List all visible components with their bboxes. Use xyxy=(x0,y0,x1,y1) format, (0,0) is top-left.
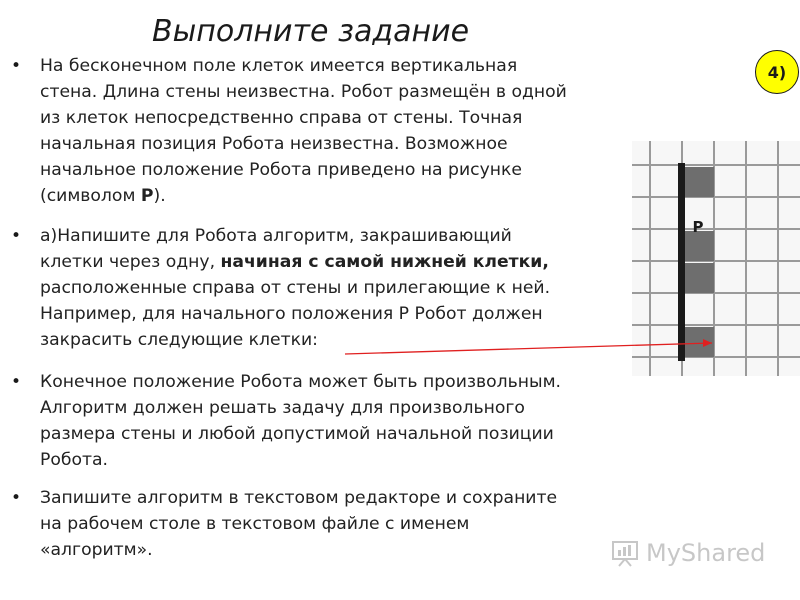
robot-cell-label: Р xyxy=(692,218,704,236)
bullet-marker: • xyxy=(11,226,22,246)
painted-cell xyxy=(684,327,714,357)
text-line: расположенные справа от стены и прилегающие к ней. xyxy=(40,278,551,298)
text-line: начальное положение Робота приведено на рисунке xyxy=(40,160,522,180)
bullet-marker: • xyxy=(11,488,22,508)
text-fragment: (символом xyxy=(40,186,141,206)
presentation-icon xyxy=(610,538,640,568)
text-line: начальная позиция Робота неизвестна. Возможное xyxy=(40,134,508,154)
bullet-text xyxy=(40,369,640,473)
painted-cell xyxy=(684,263,714,293)
text-line: На бесконечном поле клеток имеется вертикальная xyxy=(40,56,518,76)
text-line: а)Напишите для Робота алгоритм, закрашивающий xyxy=(40,226,512,246)
text-line: Конечное положение Робота может быть произвольным. xyxy=(40,372,561,392)
text-line xyxy=(40,183,640,209)
text-line: Например, для начального положения Р Робот должен xyxy=(40,304,543,324)
painted-cell xyxy=(684,167,714,197)
bullet-marker: • xyxy=(11,56,22,76)
text-line: из клеток непосредственно справа от стены. Точная xyxy=(40,108,523,128)
task-number-badge: 4) xyxy=(755,50,799,94)
text-line: закрасить следующие клетки: xyxy=(40,330,318,350)
grid-lines xyxy=(632,141,800,376)
bullet-marker: • xyxy=(11,372,22,392)
text-fragment: ). xyxy=(153,186,166,206)
text-line xyxy=(40,249,640,275)
text-line: размера стены и любой допустимой начальной позиции xyxy=(40,424,554,444)
emphasis-text: начиная с самой нижней клетки, xyxy=(220,252,549,272)
text-line: «алгоритм». xyxy=(40,540,153,560)
bullet-text xyxy=(40,53,640,209)
text-line: Алгоритм должен решать задачу для произвольного xyxy=(40,398,525,418)
bullet-text xyxy=(40,223,640,353)
text-line: на рабочем столе в текстовом файле с именем xyxy=(40,514,470,534)
watermark xyxy=(610,538,765,568)
bullet-text xyxy=(40,485,640,563)
slide-title: Выполните задание xyxy=(152,14,470,49)
text-line: Запишите алгоритм в текстовом редакторе и сохраните xyxy=(40,488,558,508)
text-line: стена. Длина стены неизвестна. Робот размещён в одной xyxy=(40,82,567,102)
text-line: Робота. xyxy=(40,450,109,470)
wall xyxy=(678,163,685,361)
robot-field-grid xyxy=(632,141,800,376)
watermark-text: MyShared xyxy=(646,539,766,567)
robot-field-figure xyxy=(632,141,800,376)
text-fragment: клетки через одну, xyxy=(40,252,221,272)
robot-symbol-text: Р xyxy=(140,186,154,206)
